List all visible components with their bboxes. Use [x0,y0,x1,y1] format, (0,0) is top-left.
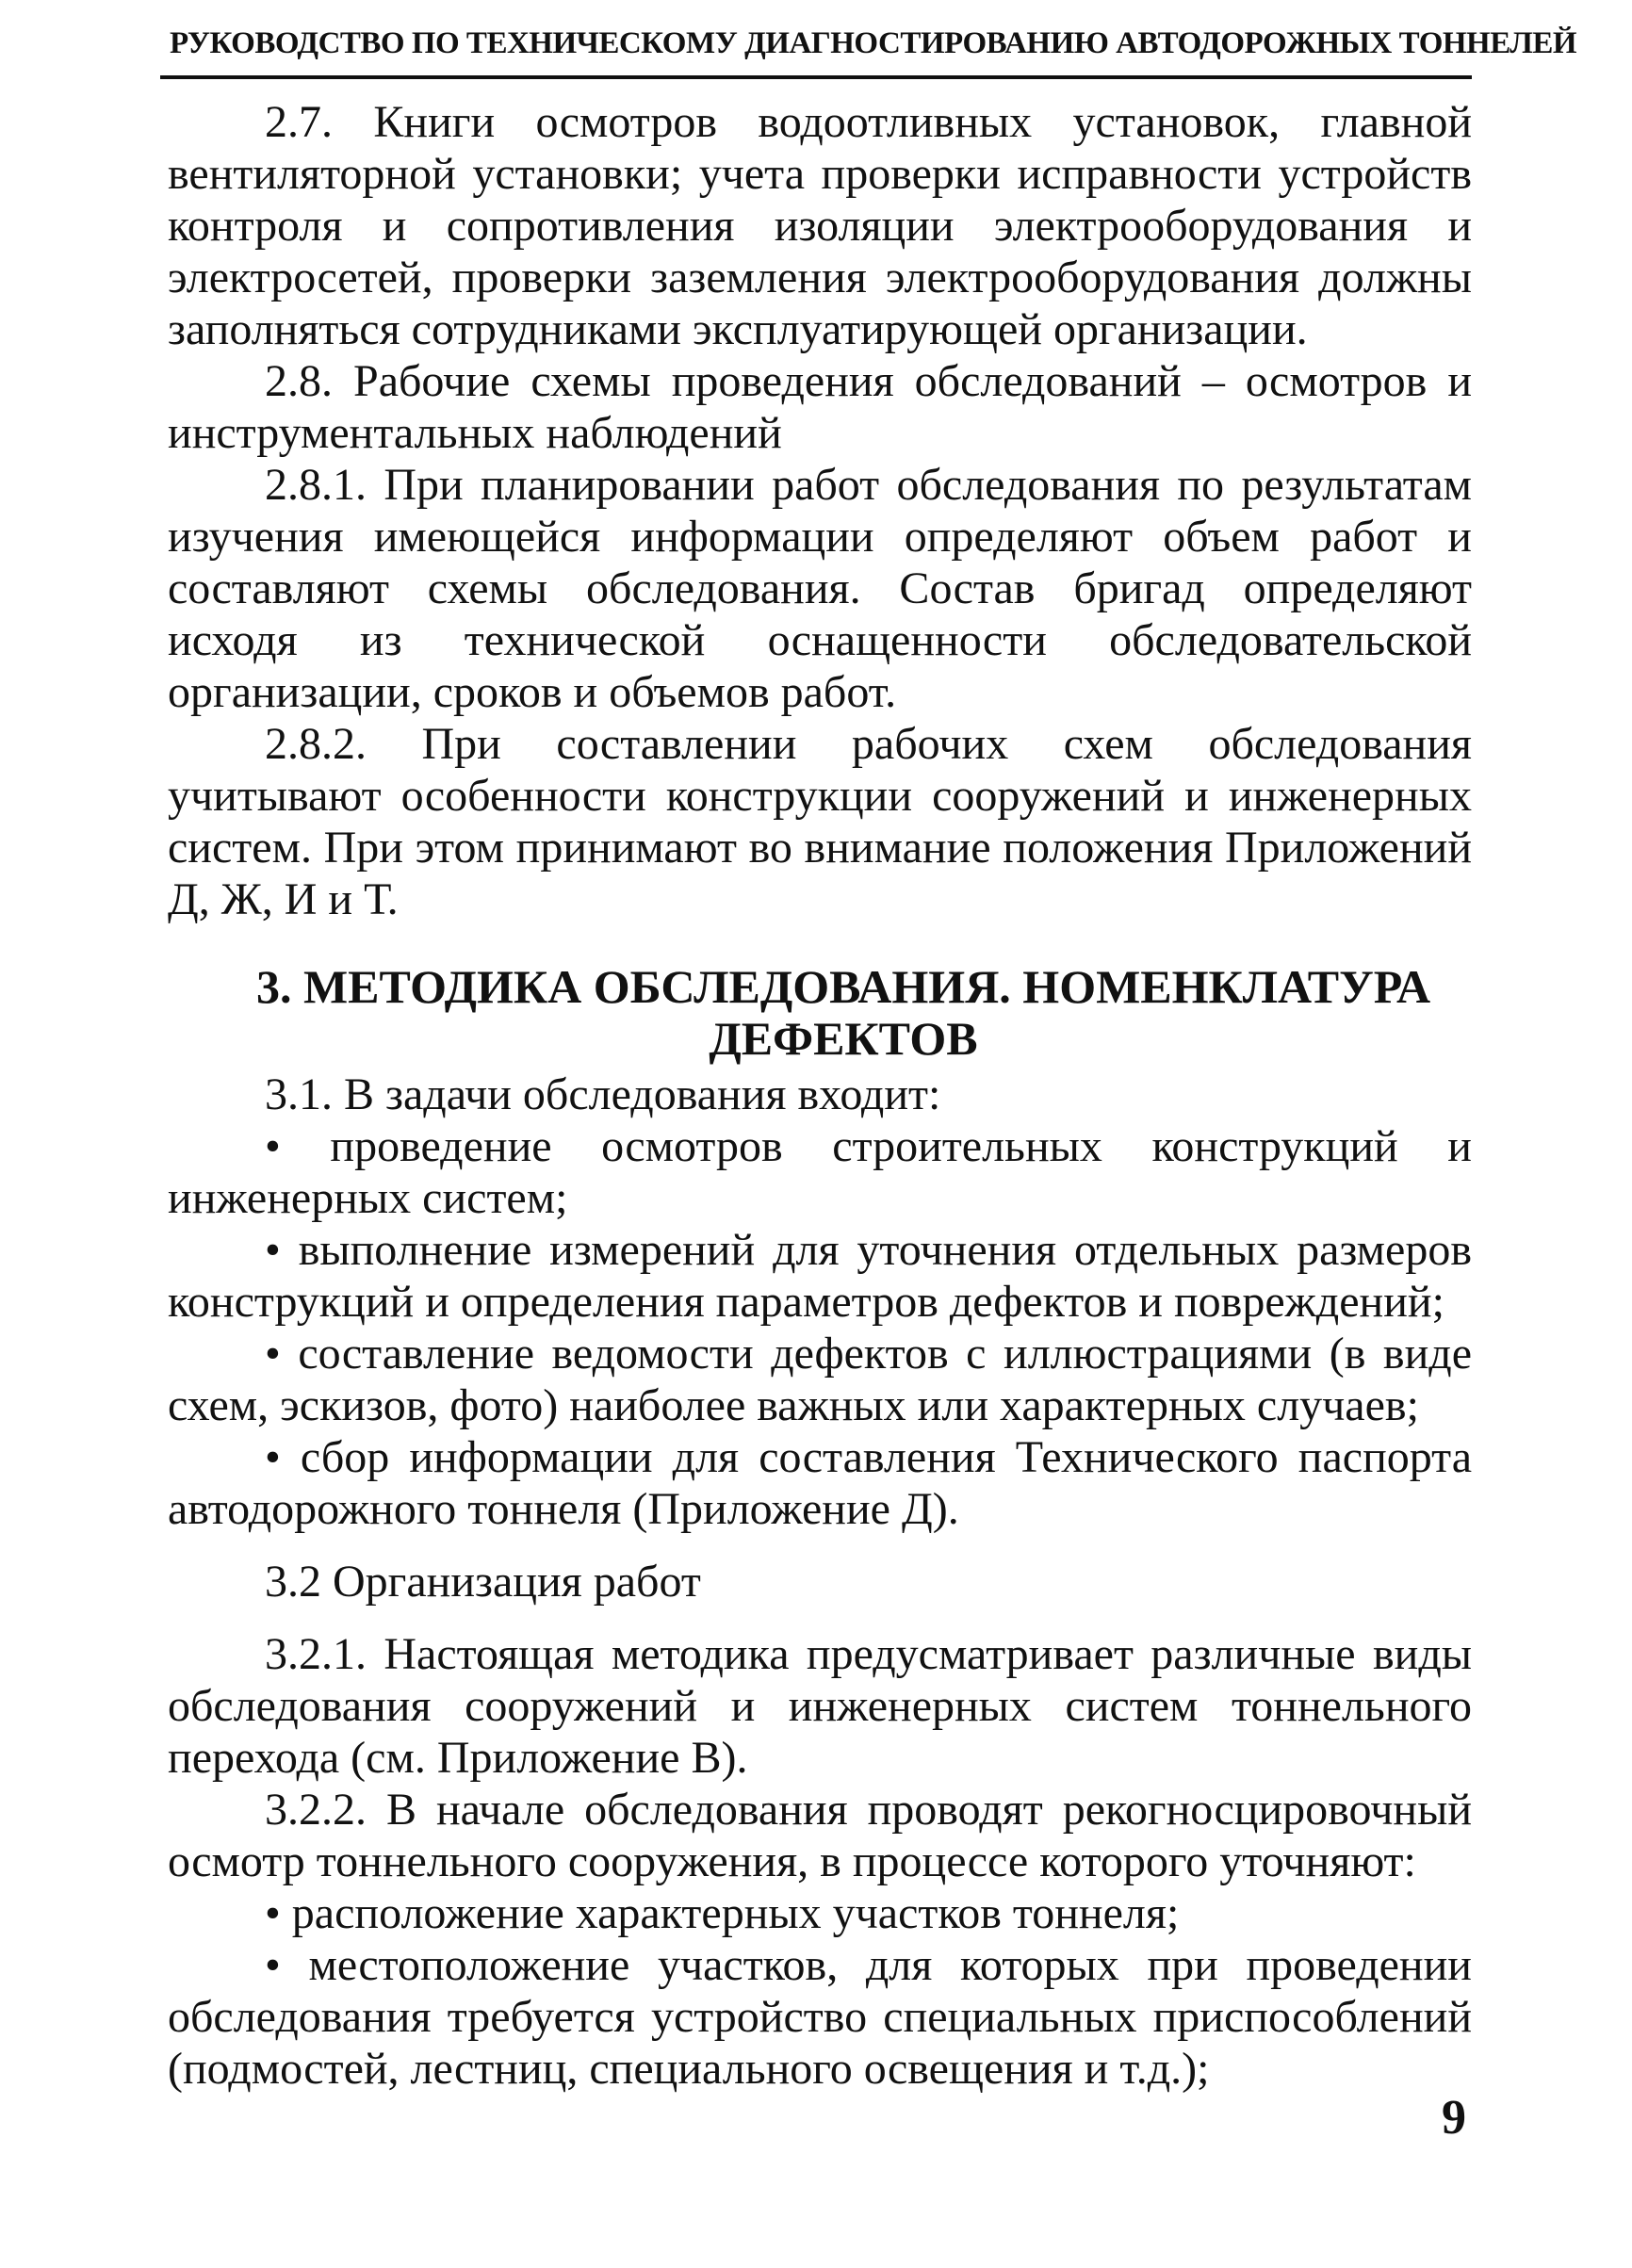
list-item: • выполнение измерений для уточнения отдельных размеров конструкций и определения параметров дефектов и повреждений; [168,1225,1472,1327]
section-3-heading-line-2: ДЕФЕКТОВ [709,1012,978,1065]
paragraph-3-2: 3.2 Организация работ [265,1557,701,1607]
paragraph-2-7: 2.7. Книги осмотров водоотливных установок, главной вентиляторной установки; учета проверки исправности устройств контроля и сопротивления изоляции электрооборудования и электросетей, проверки заземления электрооборудования должны заполняться сотрудниками эксплуатирующей организации. [168,97,1472,354]
section-3-heading-line-1: 3. МЕТОДИКА ОБСЛЕДОВАНИЯ. НОМЕНКЛАТУРА [255,960,1431,1013]
paragraph-3-2-1: 3.2.1. Настоящая методика предусматривает различные виды обследования сооружений и инженерных систем тоннельного перехода (см. Приложение В). [168,1629,1472,1783]
paragraph-2-8-1: 2.8.1. При планировании работ обследования по результатам изучения имеющейся информации определяют объем работ и составляют схемы обследования. Состав бригад определяют исходя из технической оснащенности обследовательской организации, сроков и объемов работ. [168,460,1472,717]
paragraph-2-8: 2.8. Рабочие схемы проведения обследований – осмотров и инструментальных наблюдений [168,356,1472,458]
list-item: • расположение характерных участков тоннеля; [265,1888,1180,1938]
list-item: • проведение осмотров строительных конструкций и инженерных систем; [168,1121,1472,1223]
paragraph-2-8-2: 2.8.2. При составлении рабочих схем обследования учитывают особенности конструкции сооружений и инженерных систем. При этом принимают во внимание положения Приложений Д, Ж, И и Т. [168,719,1472,924]
list-item: • сбор информации для составления Технического паспорта автодорожного тоннеля (Приложение Д). [168,1432,1472,1534]
paragraph-3-2-2: 3.2.2. В начале обследования проводят рекогносцировочный осмотр тоннельного сооружения, в процессе которого уточняют: [168,1785,1472,1886]
running-header: РУКОВОДСТВО ПО ТЕХНИЧЕСКОМУ ДИАГНОСТИРОВАНИЮ АВТОДОРОЖНЫХ ТОННЕЛЕЙ [170,26,1577,60]
list-item: • составление ведомости дефектов с иллюстрациями (в виде схем, эскизов, фото) наиболее важных или характерных случаев; [168,1329,1472,1430]
header-divider [160,75,1472,79]
paragraph-3-1: 3.1. В задачи обследования входит: [265,1069,941,1119]
section-3-heading [168,961,1472,1065]
page-body [168,96,1472,2095]
list-item: • местоположение участков, для которых при проведении обследования требуется устройство специальных приспособлений (подмостей, лестниц, специального освещения и т.д.); [168,1940,1472,2094]
document-page [160,0,1577,2268]
page-number: 9 [1442,2091,1466,2145]
